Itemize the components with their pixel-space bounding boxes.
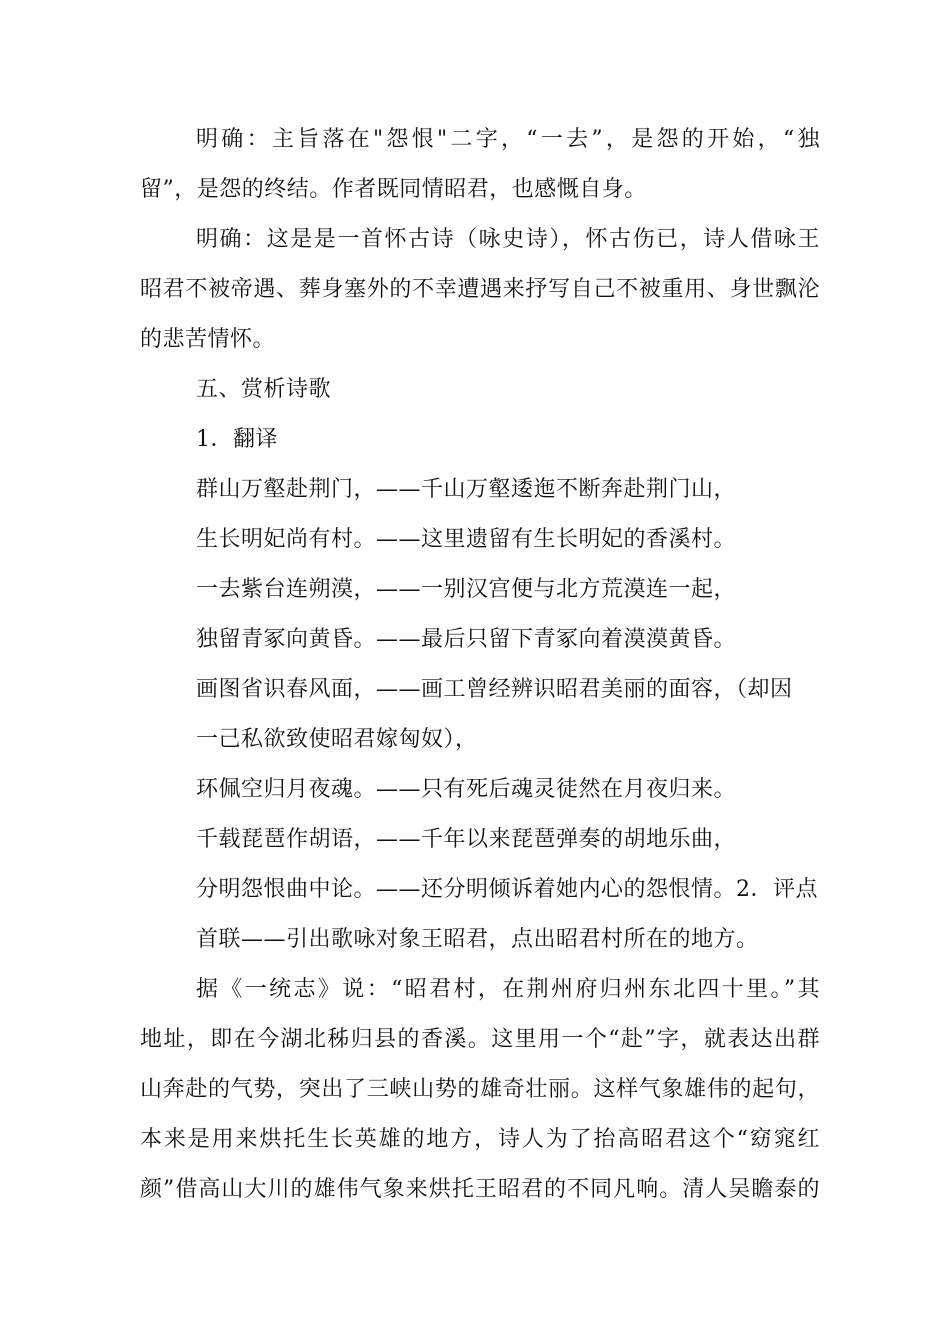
text-line: 本来是用来烘托生长英雄的地方，诗人为了抬高昭君这个“窈窕红 [140,1127,820,1152]
text-line: 山奔赴的气势，突出了三峡山势的雄奇壮丽。这样气象雄伟的起句， [140,1077,820,1102]
text-line: 分明怨恨曲中论。——还分明倾诉着她内心的怨恨情。2．评点 [196,877,818,902]
text-line: 环佩空归月夜魂。——只有死后魂灵徒然在月夜归来。 [196,777,737,802]
text-line: 群山万壑赴荆门，——千山万壑逶迤不断奔赴荆门山， [196,477,737,502]
subsection-heading: 1．翻译 [196,427,278,452]
text-line: 颜”借高山大川的雄伟气象来烘托王昭君的不同凡响。清人吴瞻泰的 [140,1177,820,1202]
text-line: 首联——引出歌咏对象王昭君，点出昭君村所在的地方。 [196,927,759,952]
text-line: 的悲苦情怀。 [140,327,276,352]
text-line: 明确：主旨落在"怨恨"二字，“一去”，是怨的开始，“独 [196,127,820,152]
text-line: 画图省识春风面，——画工曾经辨识昭君美丽的面容，（却因 [196,677,793,702]
text-line: 生长明妃尚有村。——这里遗留有生长明妃的香溪村。 [196,527,737,552]
text-line: 独留青冢向黄昏。——最后只留下青冢向着漠漠黄昏。 [196,627,737,652]
text-line: 千载琵琶作胡语，——千年以来琵琶弹奏的胡地乐曲， [196,827,737,852]
text-line: 据《一统志》说：“昭君村，在荆州府归州东北四十里。”其 [196,977,820,1002]
section-heading: 五、赏析诗歌 [196,377,332,402]
text-line: 地址，即在今湖北秭归县的香溪。这里用一个“赴”字，就表达出群 [140,1027,820,1052]
text-line: 留”，是怨的终结。作者既同情昭君，也感慨自身。 [140,177,647,202]
text-line: 一己私欲致使昭君嫁匈奴）， [196,727,478,752]
text-line: 明确：这是是一首怀古诗（咏史诗），怀古伤已，诗人借咏王 [196,227,820,252]
text-line: 一去紫台连朔漠，——一别汉宫便与北方荒漠连一起， [196,577,737,602]
text-line: 昭君不被帝遇、葬身塞外的不幸遭遇来抒写自己不被重用、身世飘沦 [140,277,820,302]
